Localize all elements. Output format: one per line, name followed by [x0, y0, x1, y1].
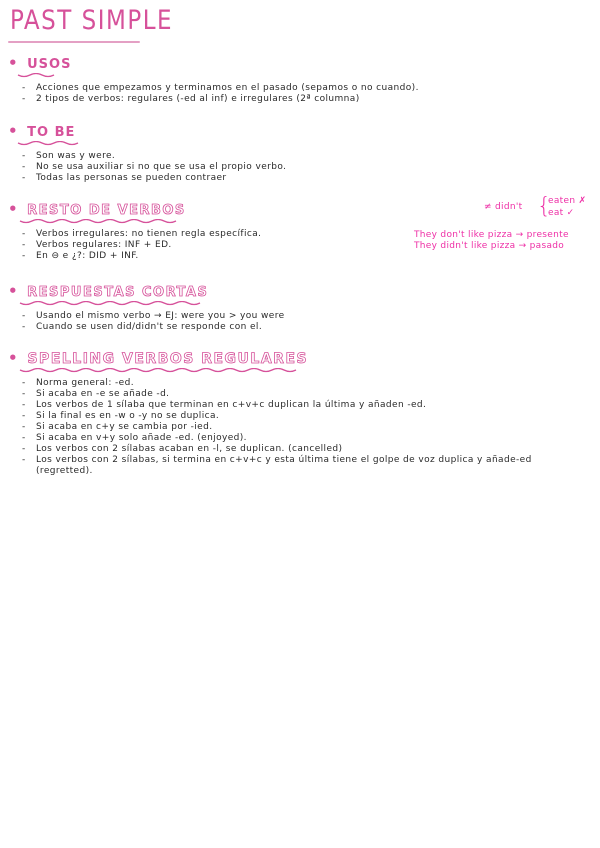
- section-heading: [8, 54, 419, 72]
- list-item: - Los verbos con 2 sílabas acaban en -l, se duplican. (cancelled): [22, 444, 343, 454]
- respuestas-list: [22, 311, 285, 333]
- heading-underline: [8, 368, 582, 374]
- list-item: - Son was y were.: [22, 151, 116, 161]
- section-spelling: [8, 349, 582, 477]
- section-usos: [8, 54, 419, 105]
- section-to-be: [8, 122, 286, 184]
- bullet-icon: •: [8, 200, 19, 218]
- heading-underline: [8, 141, 286, 147]
- title-underline: [8, 41, 140, 43]
- heading-text: USOS: [27, 57, 72, 72]
- page-title: PAST SIMPLE: [10, 6, 174, 36]
- heading-text: RESTO DE VERBOS: [27, 203, 186, 218]
- bullet-icon: •: [8, 282, 19, 300]
- heading-underline: [8, 219, 261, 225]
- section-heading: [8, 122, 286, 140]
- heading-text: RESPUESTAS CORTAS: [27, 285, 209, 300]
- list-item: - Si la final es en -w o -y no se duplica.: [22, 411, 220, 421]
- section-heading: [8, 200, 261, 218]
- section-heading: [8, 282, 285, 300]
- list-item: - Los verbos con 2 sílabas, si termina en c+v+c y esta última tiene el golpe de voz duplica y añade-ed (regretted).: [22, 455, 532, 476]
- list-item: - 2 tipos de verbos: regulares (-ed al inf) e irregulares (2ª columna): [22, 94, 360, 104]
- bullet-icon: •: [8, 54, 19, 72]
- side-note-brace: [484, 196, 594, 220]
- side-note-example-present: They don't like pizza → presente: [414, 230, 569, 240]
- list-item: - Verbos regulares: INF + ED.: [22, 240, 172, 250]
- spelling-list: [22, 378, 582, 477]
- heading-text: TO BE: [27, 125, 76, 140]
- list-item: - Si acaba en c+y se cambia por -ied.: [22, 422, 213, 432]
- heading-underline: [8, 73, 419, 79]
- list-item: - No se usa auxiliar si no que se usa el propio verbo.: [22, 162, 287, 172]
- bullet-icon: •: [8, 122, 19, 140]
- heading-text: SPELLING VERBOS REGULARES: [27, 351, 309, 367]
- list-item: - Si acaba en v+y solo añade -ed. (enjoyed).: [22, 433, 247, 443]
- list-item: - Cuando se usen did/didn't se responde con el.: [22, 322, 263, 332]
- list-item: - Usando el mismo verbo → EJ: were you > you were: [22, 311, 285, 321]
- list-item: - Todas las personas se pueden contraer: [22, 173, 227, 183]
- list-item: - Norma general: -ed.: [22, 378, 134, 388]
- list-item: - Verbos irregulares: no tienen regla específica.: [22, 229, 262, 239]
- note-lhs: ≠ didn't: [484, 202, 523, 212]
- curly-brace-icon: {: [537, 194, 552, 219]
- section-respuestas-cortas: [8, 282, 285, 333]
- section-heading: [8, 349, 582, 367]
- heading-underline: [8, 301, 285, 307]
- resto-list: [22, 229, 261, 262]
- list-item: - Los verbos de 1 sílaba que terminan en c+v+c duplican la última y añaden -ed.: [22, 400, 427, 410]
- to-be-list: [22, 151, 286, 184]
- bullet-icon: •: [8, 349, 19, 367]
- section-resto-de-verbos: [8, 200, 261, 262]
- list-item: - Acciones que empezamos y terminamos en el pasado (sepamos o no cuando).: [22, 83, 419, 93]
- note-option-right: eat ✓: [548, 208, 575, 218]
- usos-list: [22, 83, 419, 105]
- note-option-wrong: eaten ✗: [548, 196, 587, 206]
- side-note-example-past: They didn't like pizza → pasado: [414, 241, 565, 251]
- list-item: - Si acaba en -e se añade -d.: [22, 389, 170, 399]
- list-item: - En ⊖ e ¿?: DID + INF.: [22, 251, 139, 261]
